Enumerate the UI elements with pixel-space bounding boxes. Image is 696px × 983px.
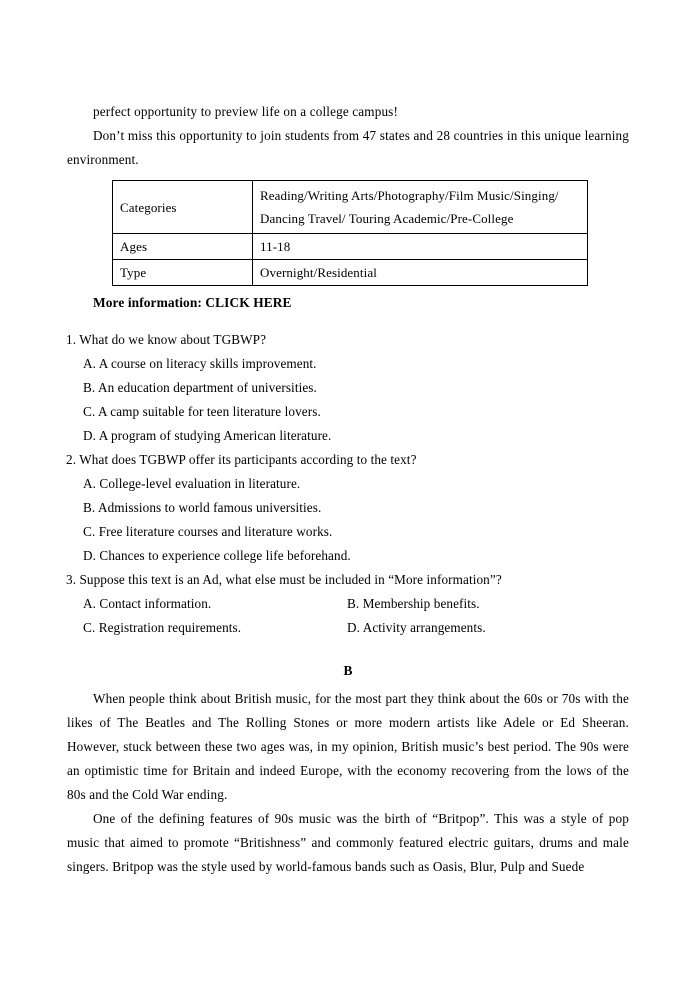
table-cell-value-type: Overnight/Residential <box>253 260 588 286</box>
question-1-option-d[interactable]: D. A program of studying American literature. <box>83 428 332 443</box>
question-3-option-b[interactable]: B. Membership benefits. <box>347 596 480 611</box>
section-b-paragraph-1: When people think about British music, for the most part they think about the 60s or 70s with the likes of The Beatles and The Rolling Stones or more modern artists like Adele or Ed Sheeran. However, stuck between these two ages was, in my opinion, British music’s best period. The 90s were an optimistic time for Britain and indeed Europe, with the economy recovering from the lows of the 80s and the Cold War ending. <box>67 691 629 802</box>
table-cell-label-type: Type <box>113 260 253 286</box>
question-2-option-c[interactable]: C. Free literature courses and literature works. <box>83 524 333 539</box>
program-info-table <box>112 180 588 286</box>
intro-paragraph-1: perfect opportunity to preview life on a college campus! <box>93 104 399 119</box>
question-2-stem: 2. What does TGBWP offer its participants according to the text? <box>66 452 417 467</box>
table-cell-value-line: Dancing Travel/ Touring Academic/Pre-College <box>260 211 514 226</box>
table-cell-value-line: Reading/Writing Arts/Photography/Film Music/Singing/ <box>260 188 559 203</box>
table-row <box>113 260 588 286</box>
more-information-link[interactable]: More information: CLICK HERE <box>93 295 292 310</box>
question-3-option-c[interactable]: C. Registration requirements. <box>83 620 242 635</box>
question-3-option-a[interactable]: A. Contact information. <box>83 596 212 611</box>
question-2-option-a[interactable]: A. College-level evaluation in literature. <box>83 476 301 491</box>
question-2-option-b[interactable]: B. Admissions to world famous universities. <box>83 500 322 515</box>
question-2-option-d[interactable]: D. Chances to experience college life beforehand. <box>83 548 351 563</box>
table-cell-value-ages: 11-18 <box>253 234 588 260</box>
question-3-option-d[interactable]: D. Activity arrangements. <box>347 620 486 635</box>
section-b-paragraph-2: One of the defining features of 90s music was the birth of “Britpop”. This was a style of pop music that aimed to promote “Britishness” and commonly featured electric guitars, drums and male singers. Britpop was the style used by world-famous bands such as Oasis, Blur, Pulp and Suede <box>67 811 629 874</box>
section-b-heading: B <box>343 663 353 678</box>
question-1-option-c[interactable]: C. A camp suitable for teen literature lovers. <box>83 404 321 419</box>
intro-paragraph-2: Don’t miss this opportunity to join students from 47 states and 28 countries in this unique learning environment. <box>67 128 629 167</box>
table-cell-label-ages: Ages <box>113 234 253 260</box>
table-cell-label-categories: Categories <box>113 181 253 234</box>
table-row <box>113 181 588 234</box>
question-1-option-a[interactable]: A. A course on literacy skills improvement. <box>83 356 317 371</box>
table-cell-value-categories <box>253 181 588 234</box>
table-row <box>113 234 588 260</box>
question-3-stem: 3. Suppose this text is an Ad, what else must be included in “More information”? <box>66 572 502 587</box>
question-1-option-b[interactable]: B. An education department of universities. <box>83 380 317 395</box>
question-1-stem: 1. What do we know about TGBWP? <box>66 332 267 347</box>
